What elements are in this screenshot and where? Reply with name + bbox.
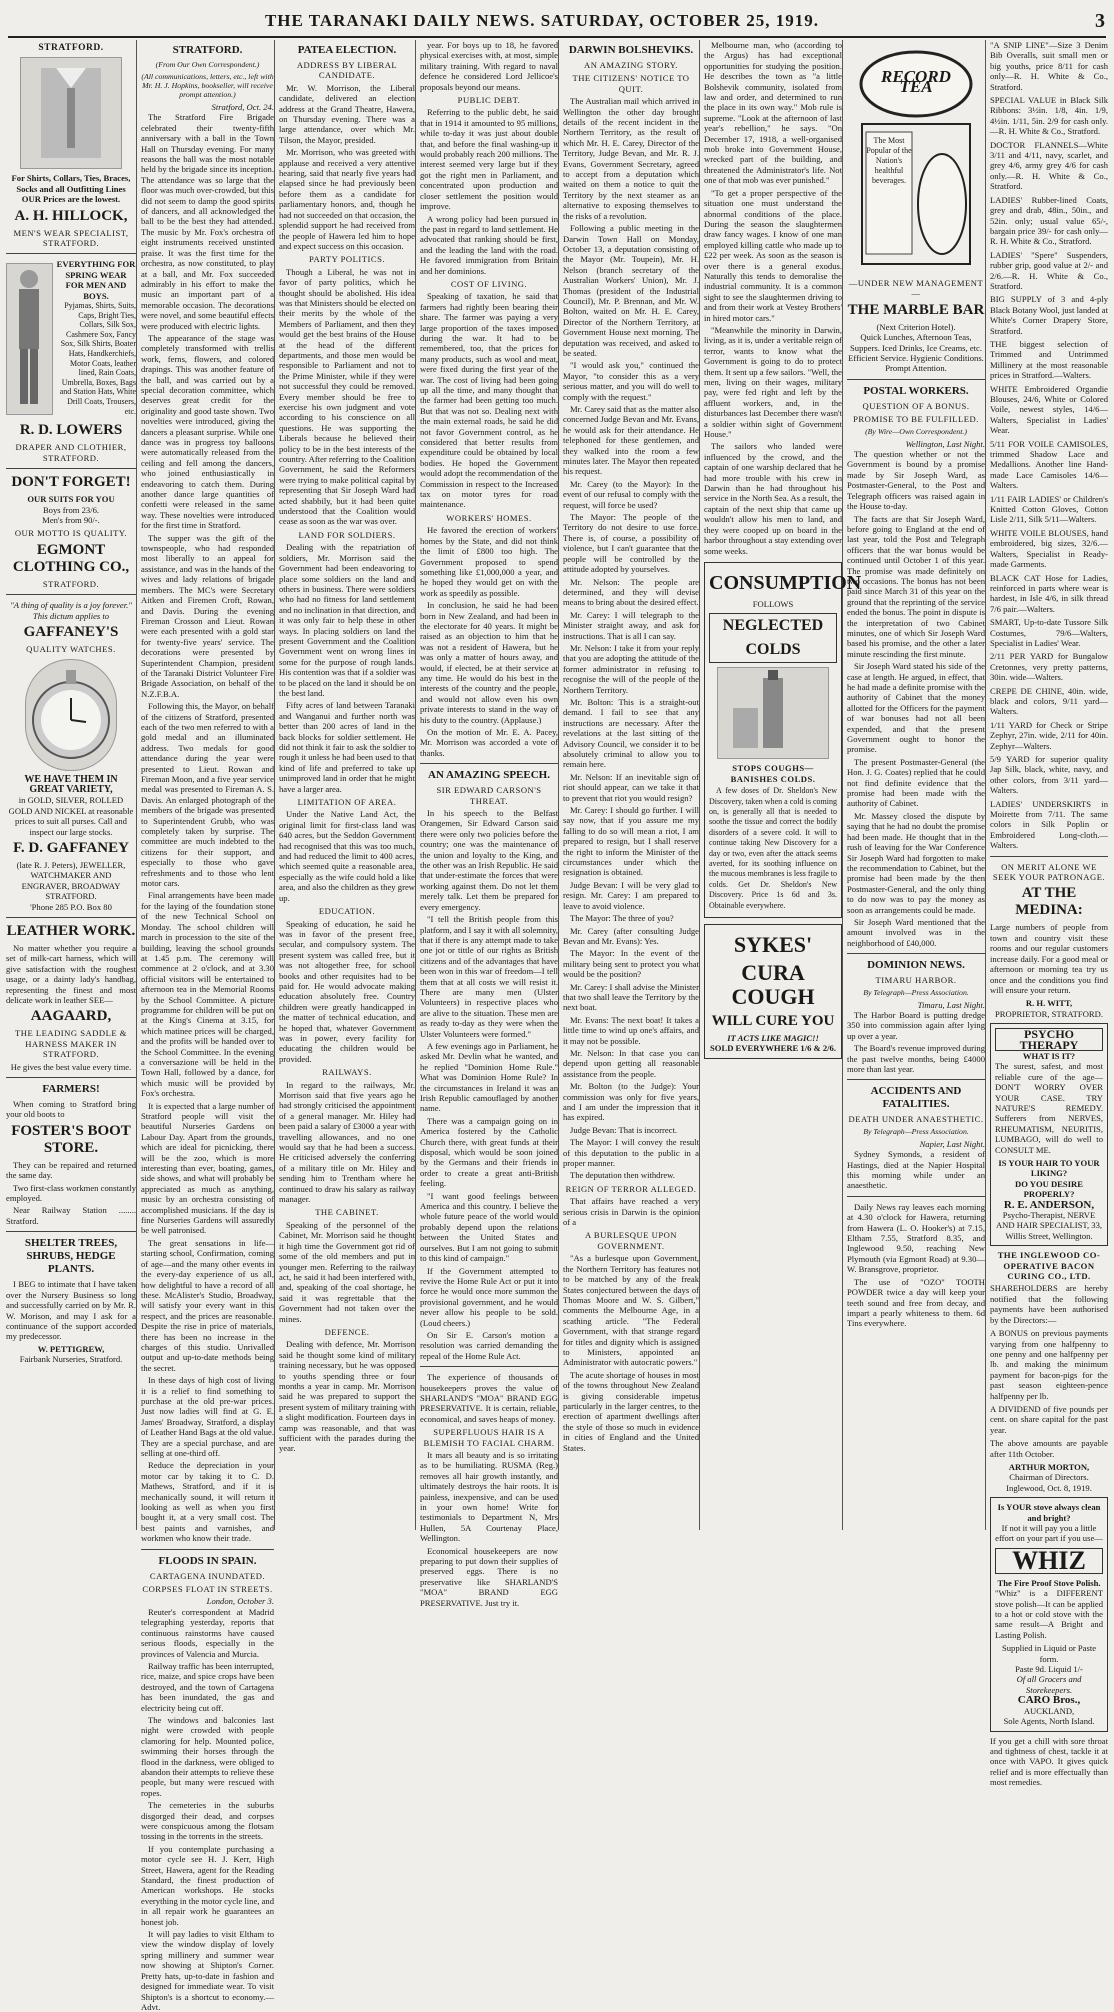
classified-ad: THE biggest selection of Trimmed and Untrimmed Millinery at the most reasonable prices in Stratford.—Walters. xyxy=(990,338,1108,381)
article-paragraph: The Mayor: The three of you? xyxy=(570,913,674,924)
medina-text: Large numbers of people from town and country visit these rooms and our regular customers increase daily. For a good meal or afternoon or morning tea try us once and the conditions you find will ensure your return. xyxy=(990,922,1108,995)
grocers-line: Of all Grocers and Storekeepers. xyxy=(1016,1674,1082,1695)
article-paragraph: The supper was the gift of the townspeople, who had responded most liberally to an appeal for assistance, and was in the hands of the wives and lady relations of brigade members. The MC's were Secretary Aitken and Firemen Croft, Rowan, and Davis. During the evening Fireman Crosson and Lieut. Rowan were each presented with a gold star for twenty-five years' service. The decorations were presented by Superintendent Champion, president of the Taranaki District Volunteer Fire Brigade Association, on behalf of the N.Z.F.B.A. xyxy=(141,532,274,699)
advertisement-paragraph: Economical housekeepers are now preparing to put down their supplies of preserved eggs. There is no preservative like SHARLAND'S "MOA" BRAND EGG PRESERVATIVE. Just try it. xyxy=(420,1545,558,1608)
article-paragraph: If the Government attempted to revive the Home Rule Act or put it into force he would once more summon the provisional government, and he would never allow his people to be sold. (Loud cheers.) xyxy=(420,1265,558,1328)
inglewood-heading: THE INGLEWOOD CO-OPERATIVE BACON CURING CO., LTD. xyxy=(997,1250,1101,1282)
dateline: Timaru, Last Night. xyxy=(917,999,985,1010)
variety-sub: in GOLD, SILVER, ROLLED GOLD AND NICKEL at reasonable prices to suit all purses. Call and inspect our large stocks. xyxy=(8,795,134,837)
article-paragraph: Mr. Nelson: The people are determined, and they will devise means to bring about the desired effect. xyxy=(563,576,699,608)
article-paragraph: The great sensations in life—starting school, Confirmation, coming of age—and the many other events in the every-day experience of us all, how delightful to have a record of all these. McAlister's Studio, Broadway, will satisfy your every want in this respect, and the prices are reasonable. Despite the rise in price of materials, there has been no increase in the charges of this studio. Unrivalled output and up-to-date methods being the secret. xyxy=(141,1237,274,1373)
merit-line: ON MERIT ALONE WE SEEK YOUR PATRONAGE. xyxy=(992,861,1106,883)
record-tea-ad xyxy=(852,44,980,274)
article-paragraph: That affairs have reached a very serious crisis in Darwin is the opinion of a xyxy=(563,1196,699,1228)
divider xyxy=(6,594,136,595)
dateline: Stratford, Oct. 24. xyxy=(211,102,274,112)
sykes-title: SYKES' xyxy=(733,932,813,957)
stratford-heading: STRATFORD. xyxy=(38,43,104,53)
lowers-sub: DRAPER AND CLOTHIER, STRATFORD. xyxy=(15,442,127,463)
article-paragraph: Mr. Nelson: If an inevitable sign of riot should appear, can we take it that to prevent that riot you would resign? xyxy=(563,771,699,803)
classified-ad: LADIES' "Spere" Suspenders, rubber grip, good value at 2/- and 2/6.—R. H. White & Co., Stratford. xyxy=(990,249,1108,291)
egmont-heading: EGMONT CLOTHING CO., xyxy=(12,541,130,575)
record-tea-brand: RECORD TEA xyxy=(881,67,951,97)
classified-ad: 2/11 PER YARD for Bungalow Cretonnes, very pretty patterns, 30in. wide—Walters. xyxy=(990,651,1108,683)
article-paragraph: In regard to the railways, Mr. Morrison said that five years ago he had strongly criticised the appointment of a general manager. Mr. Hiley had been paid a salary of £3000 a year with travelling allowances, and no one would say that he had been a success. He criticised adversely the conferring of a military title on Mr. Hiley and sending him to Trentham where he continued to draw his salary as railway manager. xyxy=(279,1079,415,1205)
article-paragraph: A few evenings ago in Parliament, he asked Mr. Devlin what he wanted, and he replied "Dominion Home Rule." What was Dominion Home Rule? In the circumstances in Ireland it was an Irish Republic camouflaged by another name. xyxy=(420,1040,558,1114)
advertisement-paragraph: The experience of thousands of housekeepers proves the value of SHARLAND'S "MOA" BRAND EGG PRESERVATIVE. It is certain, reliable, economical, and saves heaps of money. xyxy=(420,1372,558,1424)
postal-heading: POSTAL WORKERS. xyxy=(863,384,969,397)
article-paragraph: In his speech to the Belfast Orangemen, Sir Edward Carson said there were only two policies before the country; one was the maintenance of the union and loyalty to the King, and the other was an Irish Republic. He said that under-estimate the forces that were working against them. Do not let them merely talk. Let them be prepared for every emergency. xyxy=(420,808,558,912)
masthead xyxy=(8,6,1106,38)
foster-heading: FOSTER'S BOOT STORE. xyxy=(11,1122,131,1156)
divider xyxy=(847,1196,985,1197)
article-paragraph: The Board's revenue improved during the past twelve months, being £4000 more than last year. xyxy=(847,1043,985,1074)
aagaard-sub: THE LEADING SADDLE & HARNESS MAKER IN STRATFORD. xyxy=(15,1028,127,1060)
classified-ad: 1/11 YARD for Check or Stripe Zephyr, 27in. wide, 2/11 for 40in. Zephyr—Walters. xyxy=(990,719,1108,751)
column-5 xyxy=(563,40,700,1530)
article-paragraph: Final arrangements have been made for the laying of the foundation stone of the new Technical School on Monday. The school children will march in procession to the site of the building, leaving the school grounds at 1.45 p.m. The ceremony will commence at 2 o'clock, and at 3.30 official visitors will be entertained to afternoon tea in the Memorial Rooms by the School Committee. A picture programme for children will be put on at the King's Cinema at 3.15, for which matinee prices will be charged, and the profits will be handed over to the School Committee. In the evening a conversazione will be held in the Town Hall, followed by a dance, for which music will be provided by Fox's orchestra. xyxy=(141,890,274,1099)
section-heading: COST OF LIVING. xyxy=(450,278,528,289)
death-heading: DEATH UNDER ANAESTHETIC. xyxy=(848,1114,984,1125)
morton-sub: Chairman of Directors. Inglewood, Oct. 8, 1919. xyxy=(1006,1472,1092,1493)
article-paragraph: Judge Bevan: That is incorrect. xyxy=(570,1124,677,1135)
aagaard-line: He gives the best value every time. xyxy=(10,1061,132,1072)
floods-subheading: CARTAGENA INUNDATED. xyxy=(149,1570,266,1581)
accidents-heading: ACCIDENTS AND FATALITIES. xyxy=(870,1085,962,1111)
gaffaney-heading: GAFFANEY'S xyxy=(23,624,119,641)
divider xyxy=(6,1077,136,1078)
desire-question: DO YOU DESIRE PROPERLY? xyxy=(1015,1178,1083,1200)
article-paragraph: Dealing with defence, Mr. Morrison said he thought some kind of military training necessary, but he was opposed to youths spending three or four months a year in camp. Mr. Morrison said he was prepared to support the present system of military training with a slight modification. Fourteen days in camp was reasonable, and that was sufficient with the parades during the year. xyxy=(279,1339,415,1454)
morton-name: ARTHUR MORTON, xyxy=(1008,1461,1090,1472)
section-heading: THE CABINET. xyxy=(315,1207,379,1218)
hair-question: IS YOUR HAIR TO YOUR LIKING? xyxy=(998,1158,1100,1179)
divider xyxy=(6,253,136,254)
correspondent-line: (From Our Own Correspondent.) xyxy=(155,60,260,69)
egmont-sub: STRATFORD. xyxy=(42,578,100,589)
column-3 xyxy=(279,40,416,1530)
classified-ad: DOCTOR FLANNELS—White 3/11 and 4/11, navy, scarlet, and grey 4/6, army grey 4/6 for cash only.—R. H. White & Co., Stratford. xyxy=(990,139,1108,192)
pettigrew-name: W. PETTIGREW, xyxy=(37,1343,105,1354)
article-paragraph: Sir Joseph Ward stated his side of the case at length. He argued, in effect, that he had made a definite promise with the authority of Cabinet that the money allotted for the Officers for the payment of war bonuses had not all been expended, and that the present Government ought to honor the promise. xyxy=(847,661,985,755)
article-paragraph: Mr. Morrison, who was greeted with applause and received a very attentive hearing, said that nearly five years had elapsed since he had previously been before them as a candidate for parliamentary honors, and, though he had not succeeded on that occasion, the splendid support he had received from the people of Hawera led him to hope and expect success on this occasion. xyxy=(279,147,415,251)
classified-ad: LADIES' Rubber-lined Coats, grey and drab, 48in., 50in., and 52in. only; usual value 65/-, bargain price 39/- for cash only—R. H. White & Co., Stratford. xyxy=(990,194,1108,247)
amazing-speech-heading: AN AMAZING SPEECH. xyxy=(428,769,550,782)
dateline: London, October 3. xyxy=(206,1596,274,1607)
classified-ad: SMART, Up-to-date Tussore Silk Costumes, 79/6—Walters, Specialist in Ladies' Wear. xyxy=(990,617,1108,648)
shelter-heading: SHELTER TREES, SHRUBS, HEDGE PLANTS. xyxy=(24,1237,118,1276)
quality-quote: "A thing of quality is a joy forever." This dictum applies to xyxy=(10,600,132,621)
classified-ad: SPECIAL VALUE in Black Silk Ribbons: 3½in. 1/8, 4in. 1/9, 4½in. 1/11, 5in. 2/9 for cash only.—R. H. White & Co., Stratford. xyxy=(990,95,1108,137)
article-paragraph: Mr. Carey (to the Mayor): In the event of our refusal to comply with the request, will force be used? xyxy=(563,478,699,510)
acts-like-magic: IT ACTS LIKE MAGIC!! xyxy=(727,1033,819,1043)
divider xyxy=(6,468,136,469)
divider xyxy=(420,1366,558,1367)
notice-paragraph: The above amounts are payable after 11th October. xyxy=(990,1438,1108,1459)
classified-ad: WHITE Embroidered Organdie Blouses, 24/6, White or Colored Voile, newest styles, 14/6—Walters, Specialist in Ladies' Wear. xyxy=(990,383,1108,436)
article-paragraph: It is expected that a large number of Stratford people will visit the beautiful Nurseries Gardens on Labour Day. Apart from the grounds, which are ideal for picnicking, there will be the zoo, which is more interesting than ever, boating, games, side shows, and what will probably be appreciated as much as anything, music by an orchestra consisting of accomplished musicians. If the day is fine Nurseries Gardens will assuredly be well patronised. xyxy=(141,1100,274,1236)
psycho-therapy-ad xyxy=(990,1023,1108,1246)
classified-ad: WHITE VOILE BLOUSES, hand embroidered, big sizes, 32/6.—Walters, Specialist in Ready-made Garments. xyxy=(990,527,1108,570)
foster-workmen: Two first-class workmen constantly employed. xyxy=(6,1182,136,1204)
marble-service: Efficient Service. Hygienic Conditions. Prompt Attention. xyxy=(848,353,984,374)
section-heading: LAND FOR SOLDIERS. xyxy=(298,529,396,540)
carson-subheading: SIR EDWARD CARSON'S THREAT. xyxy=(436,785,542,806)
article-paragraph: Speaking of taxation, he said that farmers had rightly been bearing their share. The farmer was paying a very large proportion of the taxes imposed during the war. It had to be remembered, too, that the prices for many products, such as wool and meat, were fixed during the first year of the war. The cost of living had been going up all the time, and many thought that the farmer had been getting too much. But that was not so. Dealing next with the main external roads, he said he did not favor Government control, as he considered that better results from expenditure could be obtained by local bodies. He hoped the Government would adopt the recommendation of the Commission in respect to the Increased tax on motor tyres for road maintenance. xyxy=(420,291,558,510)
fd-gaffaney: F. D. GAFFANEY xyxy=(13,839,129,856)
article-paragraph: The facts are that Sir Joseph Ward, before going to England at the end of last year, told the Post and Telegraph officers that the war bonus would be continued until October 1 of this year. The promise was made definitely on two occasions. The bonus has not been paid since March 31 of this year on the ground that the reprinting of the service ended the bonus. The point in dispute is the interpretation of two Cabinet minutes, one of which Sir Joseph Ward based his promise, and the other a later minute rescinding the first minute. xyxy=(847,513,985,659)
article-paragraph: Following a public meeting in the Darwin Town Hall on Monday, October 13, a deputation consisting of the Mayor (Mr. Toupein), Mr. H. Nelson (branch secretary of the Australian Workers' Union), Mr. J. Thomas (president of the Industrial Council), Mr. P. Brennan, and Mr. W. Bolton, waited on Mr. H. E. Carey, Director of the Northern Territory, at Government House next morning. The deputation was received, and asked to be seated. xyxy=(563,223,699,358)
article-paragraph: "I tell the British people from this platform, and I say it with all solemnity, that if there is any attempt made to take one jot or tittle of our rights as British citizens and of the advantages that have been won in this war of freedom—I tell them that at all costs we will resist it. There are many men (Ulster Volunteers) in respective places who are alive to the situation. These men are as ready to-day as they were when the Ulster Volunteers were formed." xyxy=(420,914,558,1039)
article-paragraph: Mr. Carey: I shall advise the Minister that two shall leave the Territory by the next boat. xyxy=(563,981,699,1013)
article-paragraph: The cemeteries in the suburbs disgorged their dead, and corpses were conspicuous among the flotsam tossing in the torrents in the streets. xyxy=(141,1800,274,1842)
record-tea-tagline: The Most Popular of the Nation's healthful beverages. xyxy=(866,136,912,185)
article-paragraph: The deputation then withdrew. xyxy=(570,1170,675,1181)
variety-heading: WE HAVE THEM IN GREAT VARIETY, xyxy=(24,773,118,795)
section-heading: DEFENCE. xyxy=(324,1326,370,1337)
dateline: Napier, Last Night. xyxy=(919,1138,985,1149)
article-paragraph: If you contemplate purchasing a motor cycle see H. J. Kerr, High Street, Hawera, agent for the Reading Standard, the finest production of American workshops. He stocks everything in the motor cycle line, and in all repair work he guarantees an honest job. xyxy=(141,1843,274,1927)
new-management: —UNDER NEW MANAGEMENT— xyxy=(848,278,984,299)
sole-agents: Sole Agents, North Island. xyxy=(1003,1716,1095,1727)
article-paragraph: Fifty acres of land between Taranaki and Wanganui and further north was better than 200 acres of land in the back blocks for soldier settlement. He did not think it fair to ask the soldier to rough it unless he had been used to that kind of life and preferred to take up unimproved land in order that he might have a larger area. xyxy=(279,700,415,794)
article-paragraph: In conclusion, he said he had been born in New Zealand, and had been in the electorate for 40 years. It might be raised as an objection to him that he was not a resident of Hawera, but he was only a matter of hours away, and would, if elected, be at their service at any time. He would do his best in the interests of the country and the people, and would not allow even his own private interests to stand in the way of his duty to the country. (Applause.) xyxy=(420,600,558,725)
spring-ad xyxy=(6,259,136,419)
section-heading: REIGN OF TERROR ALLEGED. xyxy=(565,1183,697,1194)
section-heading: EDUCATION. xyxy=(318,906,376,917)
article-paragraph: Judge Bevan: I will be very glad to resign. Mr. Carey: I am prepared to leave to avoid violence. xyxy=(563,879,699,911)
section-heading: RAILWAYS. xyxy=(322,1067,372,1078)
lowers-name: R. D. LOWERS xyxy=(19,422,123,439)
consumption-follows: FOLLOWS xyxy=(752,598,794,609)
paste-price: Paste 9d. Liquid 1/- xyxy=(1015,1664,1083,1675)
psycho-text: The surest, safest, and most reliable cure of the age—DON'T WORRY OVER YOUR CASE. TRY NATURE'S REMEDY. Sufferers from NERVES, RHEUMATISM, NEURITIS, LUMBAGO, will do well to CONSULT ME. xyxy=(995,1061,1103,1155)
sold-everywhere: SOLD EVERYWHERE 1/6 & 2/6. xyxy=(710,1043,836,1054)
classified-ad: CREPE DE CHINE, 40in. wide, black and colors, 9/11 yard—Walters. xyxy=(990,685,1108,717)
divider xyxy=(847,1079,985,1080)
spring-heading: EVERYTHING FOR SPRING WEAR FOR MEN AND BOYS. xyxy=(56,259,136,301)
bottle-illustration xyxy=(717,667,829,759)
foster-location: Near Railway Station ........ Stratford. xyxy=(6,1205,136,1226)
classified-ad: LADIES' UNDERSKIRTS in Moirette from 7/11. The same colors in Silk Poplin or Embroidered Long-cloth.—Walters. xyxy=(990,798,1108,851)
aagaard-heading: AAGAARD, xyxy=(30,1008,112,1025)
advertisement-paragraph: It mars all beauty and is so irritating as to be humiliating. RUSMA (Reg.) removes all hair growth instantly, and ultimately destroys the hair roots. It is painless, inexpensive, and can be used in your own home! Write for testimonials to Department N, Mrs Hullen, 5A Courtenay Place, Wellington. xyxy=(420,1450,558,1544)
whiz-ad xyxy=(990,1497,1108,1731)
divider xyxy=(847,379,985,380)
man-figure-illustration xyxy=(6,263,53,415)
article-paragraph: A wrong policy had been pursued in the past in regard to land settlement. He advocated that ranking should be first, and the leading the land with the road. He favored immigration from Britain and her dominions. xyxy=(420,213,558,276)
column-2 xyxy=(141,40,275,2012)
article-paragraph: Mr. Bolton: This is a straight-out demand. I fail to see that any instructions are necessary. After the revelations at the last sitting of the Advisory Council, we consider it to be absolutely criminal to allow you to remain here. xyxy=(563,696,699,770)
article-paragraph: "To get a proper perspective of the situation one must understand the abnormal conditions of the place. During the season the slaughtermen draw fancy wages. I know of one man employed killing cattle who made up to £22 per week. As soon as the season is over there is a general exodus. Naturally this tends to demoralise the industrial community. It is a common sight to see the slaughtermen driving to and from their work at Vestey Brothers' in hired motor cars." xyxy=(704,187,842,323)
hillock-sub: MEN'S WEAR SPECIALIST, STRATFORD. xyxy=(13,227,129,249)
advertisement-paragraph: Daily News ray leaves each morning at 4.30 o'clock for Hawera, returning from Hawera (L. O. Hooker's) at 7.15, Eltham 7.55, Stratford 8.35, and Inglewood 9.50, reaching New Plymouth (via Egmont Road) at 9.30—W. Bransgrove, proprietor. xyxy=(847,1201,985,1275)
farmers-text: When coming to Stratford bring your old boots to xyxy=(6,1099,136,1120)
neglected-colds: NEGLECTED COLDS xyxy=(709,613,837,663)
what-is-it: WHAT IS IT? xyxy=(1022,1050,1076,1061)
witt-name: R. H. WITT, xyxy=(1025,998,1073,1009)
postal-subheading-2: PROMISE TO BE FULFILLED. xyxy=(853,414,979,425)
article-paragraph: "I want good feelings between America and this country. I believe the whole future peace of the world would probably depend upon the relations between the United States and ourselves. But I am not going to submit to this kind of campaign." xyxy=(420,1190,558,1264)
dominion-heading: DOMINION NEWS. xyxy=(867,959,965,972)
leather-heading: LEATHER WORK. xyxy=(6,922,136,939)
vapo-ad: If you get a chill with sore throat and tightness of chest, tackle it at once with VAPO. It gives quick relief and is more effectually than most remedies. xyxy=(990,1735,1108,1788)
article-paragraph: Mr. Carey: I will telegraph to the Minister straight away, and ask for instructions. That is all I can say. xyxy=(563,609,699,641)
page-number: 3 xyxy=(1095,9,1106,32)
article-paragraph: Mr. Carey said that as the matter also concerned Judge Bevan and Mr. Evans, he would ask for their attendance. He telephoned for these gentlemen, and they walked into the room a few minutes later. The Mayor then repeated his request. xyxy=(563,404,699,477)
divider xyxy=(990,856,1108,857)
article-paragraph: Mr. Carey: I should go further. I will say now, that if you assure me my falling to do so will mean a riot, I am prepared to resign, but I shall reserve the right to inform the Minister of the circumstances under which the resignation is obtained. xyxy=(563,805,699,878)
article-paragraph: Though a Liberal, he was not in favor of party politics, which he thought should be abolished. His idea was that Ministers should be elected on their merits by the whole of the Members of Parliament, and then they would get the best brains of the House at the head of the different departments, and those men would be responsible to Parliament and not to the Prime Minister, while if they were not successful they could be removed. Every member should be free to exercise his own judgment and vote according to his conscience on all questions. He was supporting the Liberals because he believed their policy to be in the best interests of the country. After referring to the Coalition Government, he said the Reformers were trying to make political capital by representing that Sir Joseph Ward had acted shabbily, but it had been quite understood that the Coalition would cease as soon as the war was over. xyxy=(279,266,415,527)
article-paragraph: In these days of high cost of living it is a relief to find something to purchase at the old pre-war prices. Just now ladies will find at G. E. James' Broadway, Stratford, a display of Leather Hand Bags at the old value. They are a special purchase, and are selling at one-third off. xyxy=(141,1375,274,1458)
medina-heading: AT THE MEDINA: xyxy=(1015,885,1083,919)
article-paragraph: Melbourne man, who (according to the Argus) has had exceptional opportunities for studying the position. He describes the town as "a little Bolshevik community, isolated from law and order, and determined to run the place in its own way." Mob rule is supreme. "Look at the afternoon of last year's rebellion," he says. "On December 17, 1918, a well-organised mob broke into Government House, wrecked part of the building, and threatened the Administrator's life. Not one of that mob was ever punished." xyxy=(704,40,842,186)
anderson-name: R. E. ANDERSON, xyxy=(1003,1198,1095,1211)
article-paragraph: Mr. Bolton (to the Judge): Your commission was only for five years, and I am under the impression that it has expired. xyxy=(563,1081,699,1123)
article-paragraph: year. For boys up to 18, he favored physical exercises with, at most, simple military training. With regard to naval defence he considered Lord Jellicoe's proposals beyond our means. xyxy=(420,40,558,92)
notice-paragraph: A BONUS on previous payments varying from one halfpenny to one penny and one halfpenny per lb. and making the minimum payment for bacon-pigs for the past season eighteen-pence halfpenny per lb. xyxy=(990,1328,1108,1401)
classified-ad: 5/11 FOR VOILE CAMISOLES, trimmed Shadow Lace and Medallions. Another line Hand-made Lace Camisoles 14/6—Walters. xyxy=(990,438,1108,491)
wire-line: (By Wire—Own Correspondent.) xyxy=(865,426,967,436)
article-paragraph: It will pay ladies to visit Eltham to view the window display of lovely spring millinery and summer wear now showing at Shipton's Corner. Pretty hats, up-to-date in fashion and designed for immediate wear. To visit Shipton's is a shortcut to economy.—Advt. xyxy=(141,1929,274,2012)
article-paragraph: The windows and balconies last night were crowded with people clamoring for help. Mounted police, swimming their horses through the flood in the darkness, were obliged to abandon their attempts to relieve these people, but many were rescued with ropes. xyxy=(141,1714,274,1798)
marble-lines: Quick Lunches, Afternoon Teas, Suppers. Iced Drinks, Ice Creams, etc. xyxy=(850,332,982,353)
section-heading: PUBLIC DEBT. xyxy=(457,95,521,106)
masthead-title: THE TARANAKI DAILY NEWS. SATURDAY, OCTOBER 25, 1919. xyxy=(264,11,820,30)
cura-cough: CURA COUGH xyxy=(731,960,815,1009)
witt-sub: PROPRIETOR, STRATFORD. xyxy=(994,1008,1103,1019)
section-heading: LIMITATION OF AREA. xyxy=(297,797,397,808)
psycho-heading: PSYCHO THERAPY xyxy=(995,1028,1103,1051)
dateline: Wellington, Last Night. xyxy=(905,438,985,449)
boys-price: Boys from 23/6. xyxy=(42,504,100,515)
patea-heading: PATEA ELECTION. xyxy=(297,44,397,56)
column-7 xyxy=(847,40,986,1530)
section-heading: PARTY POLITICS. xyxy=(308,254,386,265)
article-paragraph: "I would ask you," continued the Mayor, "to consider this as a very serious matter, and you will do well to comply with the request." xyxy=(563,360,699,402)
whiz-text: "Whiz" is a DIFFERENT stove polish—It can be applied to a hot or cold stove with the same result—A Bright and Lasting Polish. xyxy=(995,1588,1103,1640)
notice-paragraph: SHAREHOLDERS are hereby notified that the following payments have been authorised by the Directors:— xyxy=(990,1283,1108,1325)
article-paragraph: The acute shortage of houses in most of the towns throughout New Zealand is giving considerable impetus particularly in the larger centres, to the erection of apartment dwellings after the style of those so much in evidence in cities of England and the United States. xyxy=(563,1369,699,1453)
fire-proof: The Fire Proof Stove Polish. xyxy=(997,1577,1101,1588)
section-heading: WORKERS' HOMES. xyxy=(446,512,532,523)
motto: OUR MOTTO IS QUALITY. xyxy=(14,528,128,539)
caro-name: CARO Bros., xyxy=(1017,1694,1081,1707)
article-paragraph: Mr. Massey closed the dispute by saying that he had no doubt the promise had been made. He thought that in the rush of leaving for the War Conference Sir Joseph Ward had forgotten to make the recommendation to Cabinet, but the promise had been made by the then Postmaster-General, and the only thing to do now was to pay the money as soon as arrangements could be made. xyxy=(847,810,985,915)
marble-bar: THE MARBLE BAR xyxy=(847,301,985,318)
classified-ad: 5/9 YARD for superior quality Jap Silk, black, white, navy, and other colors, from 3/11 yard—Walters. xyxy=(990,754,1108,796)
article-paragraph: Mr. W. Morrison, the Liberal candidate, delivered an election address at the Grand Theatre, Hawera, on Thursday evening. There was a large attendance, over which Mr. Tilson, the Mayor, presided. xyxy=(279,82,415,145)
article-paragraph: Mr. Evans: The next boat! It takes a little time to wind up one's affairs, and it may not be possible. xyxy=(563,1014,699,1046)
stops-coughs: STOPS COUGHS—BANISHES COLDS. xyxy=(730,763,816,784)
spring-list: Pyjamas, Shirts, Suits, Caps, Bright Ties, Collars, Silk Sox, Cashmere Sox, Fancy Sox, Silk Shirts, Boater Hats, Handkerchiefs, Motor Coats, leather lined, Rain Coats, Umbrella, Boxes, Bags and Station Hats, White Drill Coats, Trousers, etc. xyxy=(59,301,136,416)
article-paragraph: Speaking of education, he said he was in favor of the present free, secular, and compulsory system. The present system was called free, but it was not altogether free, for school books and other requisites had to be paid for. He would advocate making education absolutely free. Country children were greatly handicapped in the matter of technical education, and he hoped that, whatever Government was in power, every facility for educating the children would be provided. xyxy=(279,918,415,1064)
dont-forget: DON'T FORGET! xyxy=(11,474,131,491)
column-4 xyxy=(420,40,559,1608)
article-paragraph: On Sir E. Carson's motion a resolution was carried demanding the repeal of the Home Rule Act. xyxy=(420,1329,558,1361)
article-paragraph: The appearance of the stage was completely transformed with trellis work, ferns, flowers, and colored drapings. This was another feature of the ball, and was carried out by a special decoration committee, which deserves great credit for the originality and good taste shown. Two novelties were introduced, giving the dancers a pleasant surprise. While one dance was in progress toy balloons were automatically released from the ceiling and fell among the dancers, who joined enthusiastically in endeavoring to catch them. During another dance large quantities of confetti were released in the same way. These novelties were introduced for the first time in Stratford. xyxy=(141,332,274,531)
shelter-text: I BEG to intimate that I have taken over the Nursery Business so long and successfully carried on by Mr. R. W. Morison, and may I ask for a continuance of the support accorded my predecessor. xyxy=(6,1279,136,1342)
supplied-line: Supplied in Liquid or Paste form. xyxy=(1001,1643,1097,1664)
section-heading: A BURLESQUE UPON GOVERNMENT. xyxy=(584,1230,678,1251)
stove-question: Is YOUR stove always clean and bright? xyxy=(997,1502,1101,1523)
article-paragraph: Referring to the public debt, he said that in 1914 it amounted to 95 millions, while to-day it was just about double that, and before the final washing-up it would probably reach 200 millions. The interest seemed very large but if they got the right men in Parliament, and concentrated upon production and closer settlement the position would improve. xyxy=(420,107,558,212)
divider xyxy=(847,953,985,954)
article-paragraph: The Harbor Board is putting dredge 350 into commission again after lying up over a year. xyxy=(847,1009,985,1041)
article-paragraph: Mr. Nelson: I take it from your reply that you are adopting the attitude of the former administrator in refusing to recognise the will of the people of the Northern Territory. xyxy=(563,642,699,695)
column-6 xyxy=(704,40,862,1530)
classified-ad: "A SNIP LINE"—Size 3 Denim Bib Overalls, suit small men or big youths, price 8/11 for cash only—R. H. White & Co., Stratford. xyxy=(990,40,1108,92)
wire-line: By Telegraph—Press Association. xyxy=(863,987,969,997)
article-paragraph: The Mayor: In the event of the military being sent to protect you what would be the position? xyxy=(563,948,699,980)
article-paragraph: There was a campaign going on in America fostered by the Catholic Church there, with great funds at their disposal, which would be soon joined by the Germans and their friends in order to create a great anti-British feeling. xyxy=(420,1115,558,1189)
classified-ad: 1/11 FAIR LADIES' or Children's Knitted Cotton Gloves, Cotton Lisle 2/11, Silk 5/11—Walters. xyxy=(990,493,1108,525)
farmers-heading: FARMERS! xyxy=(42,1083,100,1096)
article-paragraph: "Meanwhile the minority in Darwin, living, as it is, under a veritable reign of terror, wants to know what the Government is going to do to protect them. It sent up a few sailors. "Well, the men, living on their wages, military pay, were fed right and left by the affluent workers, and, in the disturbances last December there wasn't a soldier within sight of Government House." xyxy=(704,324,842,440)
consumption-title: CONSUMPTION xyxy=(709,571,862,594)
article-paragraph: The question whether or not the Government is bound by a promise made by Sir Joseph Ward, as Postmaster-General, to the Post and Telegraph officers was raised again in the House to-day. xyxy=(847,449,985,512)
will-cure-you: WILL CURE YOU xyxy=(711,1013,835,1029)
floods-subheading-2: CORPSES FLOAT IN STREETS. xyxy=(142,1584,273,1595)
article-paragraph: Reduce the depreciation in your motor car by taking it to C. D. Mathews, Stratford, and if it is mechanically sound, it will return it looking as well as when you first bought it, at a very small cost. The best paints and varnishes, and workmen who know their trade. xyxy=(141,1460,274,1544)
quality-watches: QUALITY WATCHES. xyxy=(26,644,116,655)
article-paragraph: He favored the erection of workers' homes by the State, and did not think the limit of £800 too high. The Government proposed to spend something like £1,000,000 a year, and he hoped they would get on with the work as speedily as possible. xyxy=(420,525,558,598)
article-paragraph: "As a burlesque upon Government, the Northern Territory has features not to be matched by any of the freak States conjectured between the days of Thomas Moore and W. S. Gilbert," comments the Melbourne Age, in a scathing article. "The Federal Government, with that strange regard for titles and dignity which is assigned to Ministers, appointed an Administrator with autocratic powers." xyxy=(563,1253,699,1368)
watch-illustration xyxy=(25,659,117,771)
divider xyxy=(420,763,558,764)
article-paragraph: Under the Native Land Act, the original limit for first-class land was 640 acres, but the Seddon Government had recognised that this was too much, and had reduced the limit to 400 acres, which seemed quite a reasonable area, especially as the wife could hold a like area, and also the children as they grew up. xyxy=(279,809,415,903)
whiz-logo: WHIZ xyxy=(995,1548,1103,1574)
article-paragraph: Reuter's correspondent at Madrid telegraphing yesterday, reports that continuous rainstorms have caused serious floods, especially in the provinces of Valencia and Murcia. xyxy=(141,1606,274,1659)
column-8 xyxy=(990,40,1108,1788)
timaru-heading: TIMARU HARBOR. xyxy=(875,975,957,986)
advertisement-paragraph: The use of "OZO" TOOTH POWDER twice a day will keep your teeth sound and free from decay, and impart a pearly whiteness to them. 6d Tins everywhere. xyxy=(847,1276,985,1329)
shirts-illustration xyxy=(20,57,122,169)
article-paragraph: Railway traffic has been interrupted, rice, maize, and spice crops have been destroyed, and the town of Cartagena has been inundated, the gas and electricity being cut off. xyxy=(141,1660,274,1713)
marble-sub: (Next Criterion Hotel). xyxy=(876,321,956,332)
divider xyxy=(6,1231,136,1232)
article-paragraph: Sir Joseph Ward mentioned that the amount involved was in the neighborhood of £40,000. xyxy=(847,916,985,948)
classified-ad: BLACK CAT Hose for Ladies, reinforced in parts where wear is hardest, in Isle 4/6, in silk thread 7/6 pair.—Walters. xyxy=(990,572,1108,614)
auckland: AUCKLAND, xyxy=(1023,1705,1075,1716)
fd-sub: (late R. J. Peters), JEWELLER, WATCHMAKER AND ENGRAVER, BROADWAY STRATFORD. xyxy=(16,859,126,902)
notice-paragraph: A DIVIDEND of five pounds per cent. on share capital for the past year. xyxy=(990,1403,1108,1435)
postal-subheading: QUESTION OF A BONUS. xyxy=(862,400,970,411)
pettigrew-sub: Fairbank Nurseries, Stratford. xyxy=(19,1354,123,1365)
article-paragraph: The Mayor: I will convey the result of this deputation to the public in a proper manner. xyxy=(563,1137,699,1169)
column-1 xyxy=(6,40,137,1530)
classified-ad: BIG SUPPLY of 3 and 4-ply Black Botany Wool, just landed at White's Corner Drapery Store, Stratford. xyxy=(990,294,1108,336)
foster-text: They can be repaired and returned the same day. xyxy=(6,1159,136,1181)
divider xyxy=(141,1549,274,1550)
hair-heading: SUPERFLUOUS HAIR IS A BLEMISH TO FACIAL CHARM. xyxy=(423,1427,555,1448)
article-paragraph: Dealing with the repatriation of soldiers, Mr. Morrison said the Government had been endeavoring to place some soldiers on the land and others in business. There were soldiers who had no fitness for land settlement and no inclination in that direction, and it was only fair to help these in other ways. In placing soldiers on land the present Government and the Coalition Government went on wrong lines in some for the purpose of rough lands. His contention was that if a soldier was to be placed on the land it should be on the best land. xyxy=(279,542,415,698)
mens-price: Men's from 90/-. xyxy=(42,515,100,526)
article-paragraph: Sydney Symonds, a resident of Hastings, died at the Napier Hospital this morning while under an anaesthetic. xyxy=(847,1149,985,1191)
article-paragraph: The Stratford Fire Brigade celebrated their twenty-fifth anniversary with a ball in the Town Hall on Thursday evening. For many reasons the ball was the most notable held by the brigade since its inception. The attendance was so large that the floor was much over-crowded, but this did not seem to damp the good spirits of dancers, and all acknowledged the ball to be the best they had attended. The music by Mr. Fox's orchestra of eight instruments received unstinted praise. It was the first time for the orchestra, as now constituted, to play at a ball, and Mr. Fox succeeded admirably in his effort to make the music an important part of a memorable occasion. The decorations were novel, and some beautiful effects were produced with electric lights. xyxy=(141,112,274,331)
darwin-subheading: AN AMAZING STORY. xyxy=(584,60,678,70)
divider xyxy=(6,917,136,918)
darwin-heading: DARWIN BOLSHEVIKS. xyxy=(568,44,694,56)
article-paragraph: Speaking of the personnel of the Cabinet, Mr. Morrison said he thought it high time the Government got rid of some of the old members and put in younger men. Referring to the railway act, he said it had been interfered with, and, speaking of the coal shortage, he said it was regrettable that the Government had not taken over the mines. xyxy=(279,1219,415,1324)
stratford-news-heading: STRATFORD. xyxy=(172,44,243,56)
floods-heading: FLOODS IN SPAIN. xyxy=(158,1554,257,1567)
article-paragraph: On the motion of Mr. E. A. Pacey, Mr. Morrison was accorded a vote of thanks. xyxy=(420,727,558,758)
article-paragraph: The Mayor: The people of the Territory do not desire to use force. There is, of course, a possibility of violence, but I can't guarantee that the people will be controlled by the attitude adopted by yourselves. xyxy=(563,512,699,575)
hillock-name: A. H. HILLOCK, xyxy=(14,207,128,224)
article-paragraph: Mr. Carey (after consulting Judge Bevan and Mr. Evans): Yes. xyxy=(563,925,699,946)
suits-line: OUR SUITS FOR YOU xyxy=(27,494,115,505)
stove-if: If not it will pay you a little effort on your part if you use— xyxy=(995,1523,1103,1544)
darwin-subheading-2: THE CITIZENS' NOTICE TO QUIT. xyxy=(572,73,690,94)
wire-line: By Telegraph—Press Association. xyxy=(863,1126,969,1136)
sykes-ad xyxy=(704,924,842,1059)
phone-line: 'Phone 285 P.O. Box 80 xyxy=(30,901,112,912)
article-paragraph: Mr. Nelson: In that case you can depend upon getting all reasonable assistance from the people. xyxy=(563,1047,699,1079)
patea-subheading: ADDRESS BY LIBERAL CANDIDATE. xyxy=(296,60,398,81)
hillock-intro: For Shirts, Collars, Ties, Braces, Socks and all Outfitting Lines OUR Prices are the lowest. xyxy=(11,173,131,205)
consumption-ad xyxy=(704,562,862,918)
anderson-sub: Psycho-Therapist, NERVE AND HAIR SPECIALIST, 33, Willis Street, Wellington. xyxy=(995,1210,1103,1241)
article-paragraph: The present Postmaster-General (the Hon. J. G. Coates) replied that he could not find definite evidence that the promise had been made with the authority of Cabinet. xyxy=(847,756,985,809)
consumption-text: A few doses of Dr. Sheldon's New Discovery, taken when a cold is coming on, is generally all that is needed to soothe the tissue and correct the bodily disorders of a severe cold. It will to continue taking New Discovery for a day or two, even after the attack seems averted, for its soothing influence on the mucous membranes is less fragile to colds. Get Dr. Sheldon's New Discovery. Price 1s 6d and 3s. Obtainable everywhere. xyxy=(709,786,837,910)
leather-text: No matter whether you require a set of milk-cart harness, which will give satisfaction with the roughest usage, or a dainty lady's handbag, representing the finest and most delicate work in leather SEE— xyxy=(6,942,136,1005)
article-paragraph: Following this, the Mayor, on behalf of the citizens of Stratford, presented each of the two men referred to with a gold medal and an illuminated address. Two medals for good attendance during the year were presented to Lieut. Rowan and Fireman Moon, and a five year service medal was presented to Fireman A. S. Davis. An enlarged photograph of the members of the brigade was presented to Superintendent Grubb, who was completely taken by surprise. The committee are much indebted to the citizens for their support, and especially to those who gave refreshments and to those who lent motor cars. xyxy=(141,701,274,889)
article-paragraph: The sailors who landed were influenced by the crowd, and the captain of one warship declared that he had more trouble with his crew in Darwin than he had throughout his service in the North Sea. As a result, the captain of the next ship that came up wouldn't allow his men to land, and they were cooped up on board in the harbor throughout a stay extending over some weeks. xyxy=(704,441,842,556)
communications-note: (All communications, letters, etc., left with Mr. H. J. Hopkins, bookseller, will receive prompt attention.) xyxy=(141,72,274,99)
article-paragraph: The Australian mail which arrived in Wellington the other day brought details of the recent incident in the Northern Territory, as the result of which Mr. H. E. Carey, Director of the Territory, Judge Bevan, and Mr. R. J. Evans, Government Secretary, agreed to accept from a deputation which waited on them a notice to quit the Territory by the next steamer as an alternative to exposing themselves to the risks of a revolution. xyxy=(563,96,699,221)
